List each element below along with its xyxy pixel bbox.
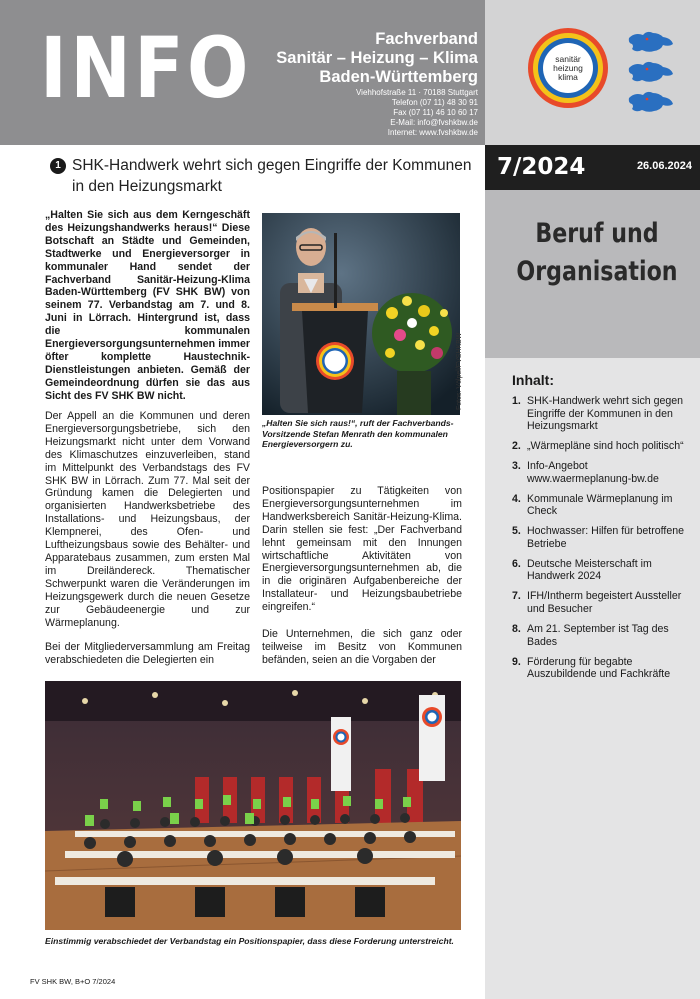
association-line-1: Fachverband [375, 30, 478, 48]
article-lead: „Halten Sie sich aus dem Kerngeschäft des Heizungshandwerks heraus!“ Diese Botschaft an Städte und Gemeinden, Stadtwerke und Energieversorger in kommunaler Hand sendet der Fachverband Sanitär-Heizung-Klima Baden-Württemberg (FV SHK BW) von seinem 77. Verbandstag am 7. und 8. Juni in Lörrach. Hintergrund ist, dass die kommunalen Energieversorgungsunternehmen immer öfter komplette Haustechnik-Dienstleistungen anbieten. Gemäß der Gemeindeordnung dürfen sie das aus Sicht des FV SHK BW nicht. [45, 209, 250, 402]
speaker-photo [262, 213, 460, 415]
contact-email[interactable]: E-Mail: info@fvshkbw.de [390, 118, 478, 127]
toc-item[interactable]: 9. Förderung für begabte Auszubildende und Fachkräfte [512, 655, 671, 681]
article-body-paragraph: Die Unternehmen, die sich ganz oder teilweise im Besitz von Kommunen befänden, seien an die Vorgaben der [262, 628, 462, 666]
toc-item[interactable]: 4. Kommunale Wärmeplanung im Check [512, 492, 673, 518]
article-body-paragraph: Positionspapier zu Tätigkeiten von Energieversorgungsunternehmen im Handwerksbereich Sanitär-Heizung-Klima. Darin stellen sie fest: „Der Fachverband lehnt gemeinsam mit den Innungen wirtschaftliche Aktivitäten von Energieversorgungsunternehmen ab, die in die originären Aufgabenbereiche der Installateur- und Heizungsbaubetriebe eingreifen.“ [262, 485, 462, 614]
toc-item[interactable]: 6. Deutsche Meisterschaft im Handwerk 2024 [512, 557, 652, 583]
toc-item[interactable]: 8. Am 21. September ist Tag des Bades [512, 623, 669, 648]
shk-logo: sanitär heizung klima [528, 28, 608, 108]
association-name [276, 30, 478, 87]
photo-caption: Einstimmig verabschiedet der Verbandstag ein Positionspapier, dass diese Forderung unterstreicht. [45, 936, 454, 946]
association-line-2: Sanitär – Heizung – Klima [276, 49, 478, 67]
contact-phone: Telefon (07 11) 48 30 91 [391, 98, 478, 107]
toc-item[interactable]: 2. „Wärmepläne sind hoch politisch“ [512, 440, 684, 453]
article-body-paragraph: Bei der Mitgliederversammlung am Freitag verabschiedeten die Delegierten ein [45, 641, 250, 666]
masthead-title: INFO [40, 19, 252, 117]
issue-bar [485, 145, 700, 190]
issue-number: 7/2024 [497, 154, 586, 180]
photo-caption: „Halten Sie sich raus!“, ruft der Fachverbands-Vorsitzende Stefan Menrath den kommunalen Energieversorgern zu. [262, 418, 454, 450]
page-footer: FV SHK BW, B+O 7/2024 [30, 977, 116, 986]
state-lions-icon [623, 30, 679, 120]
contact-block [356, 88, 478, 138]
section-title: Beruf und Organisation [516, 218, 678, 287]
article-number-badge: 1 [50, 158, 66, 174]
table-of-contents [512, 395, 694, 688]
issue-date: 26.06.2024 [636, 160, 692, 172]
photo-credit: Fotos: Völpel/FVSHKBW [456, 332, 463, 410]
article-body-paragraph: Der Appell an die Kommunen und deren Energieversorgungsbetriebe, sich den Heizungsmarkt nicht unter dem Vorwand des Klimaschutzes einzuverleiben, stand im Mittelpunkt des Verbandstags des FV SHK BW in Lörrach. Zum 77. Mal seit der Gründung kamen die Delegierten und organisierten Handwerksbetriebe des Installations- und Heizungsbaus, der Klempnerei, des Ofen- und Luftheizungsbaus sowie des Behälter- und Apparatebaus zusammen, zum ersten Mal im Dreiländereck. Thematischer Schwerpunkt waren die Veränderungen im Heizungsgewerk durch die neuen Gesetze zur Gebäudeenergie und zur Wärmeplanung. [45, 410, 250, 629]
association-line-3: Baden-Württemberg [319, 68, 478, 86]
assembly-hall-photo [45, 681, 461, 930]
toc-item[interactable]: 1. SHK-Handwerk wehrt sich gegen Eingriffe der Kommunen in den Heizungsmarkt [512, 395, 684, 433]
toc-heading: Inhalt: [512, 372, 554, 388]
toc-item[interactable]: 5. Hochwasser: Hilfen für betroffene Betriebe [512, 525, 685, 550]
toc-item[interactable]: 7. IFH/Intherm begeistert Aussteller und Besucher [512, 590, 682, 616]
masthead-header [0, 0, 700, 145]
toc-item[interactable]: 3. Info-Angebot www.waermeplanung-bw.de [512, 460, 659, 485]
contact-address: Viehhofstraße 11 · 70188 Stuttgart [355, 88, 478, 97]
contact-website[interactable]: Internet: www.fvshkbw.de [387, 128, 478, 137]
contact-fax: Fax (07 11) 46 10 60 17 [393, 108, 478, 117]
headline-text: SHK-Handwerk wehrt sich gegen Eingriffe der Kommunen in den Heizungsmarkt [72, 157, 472, 195]
